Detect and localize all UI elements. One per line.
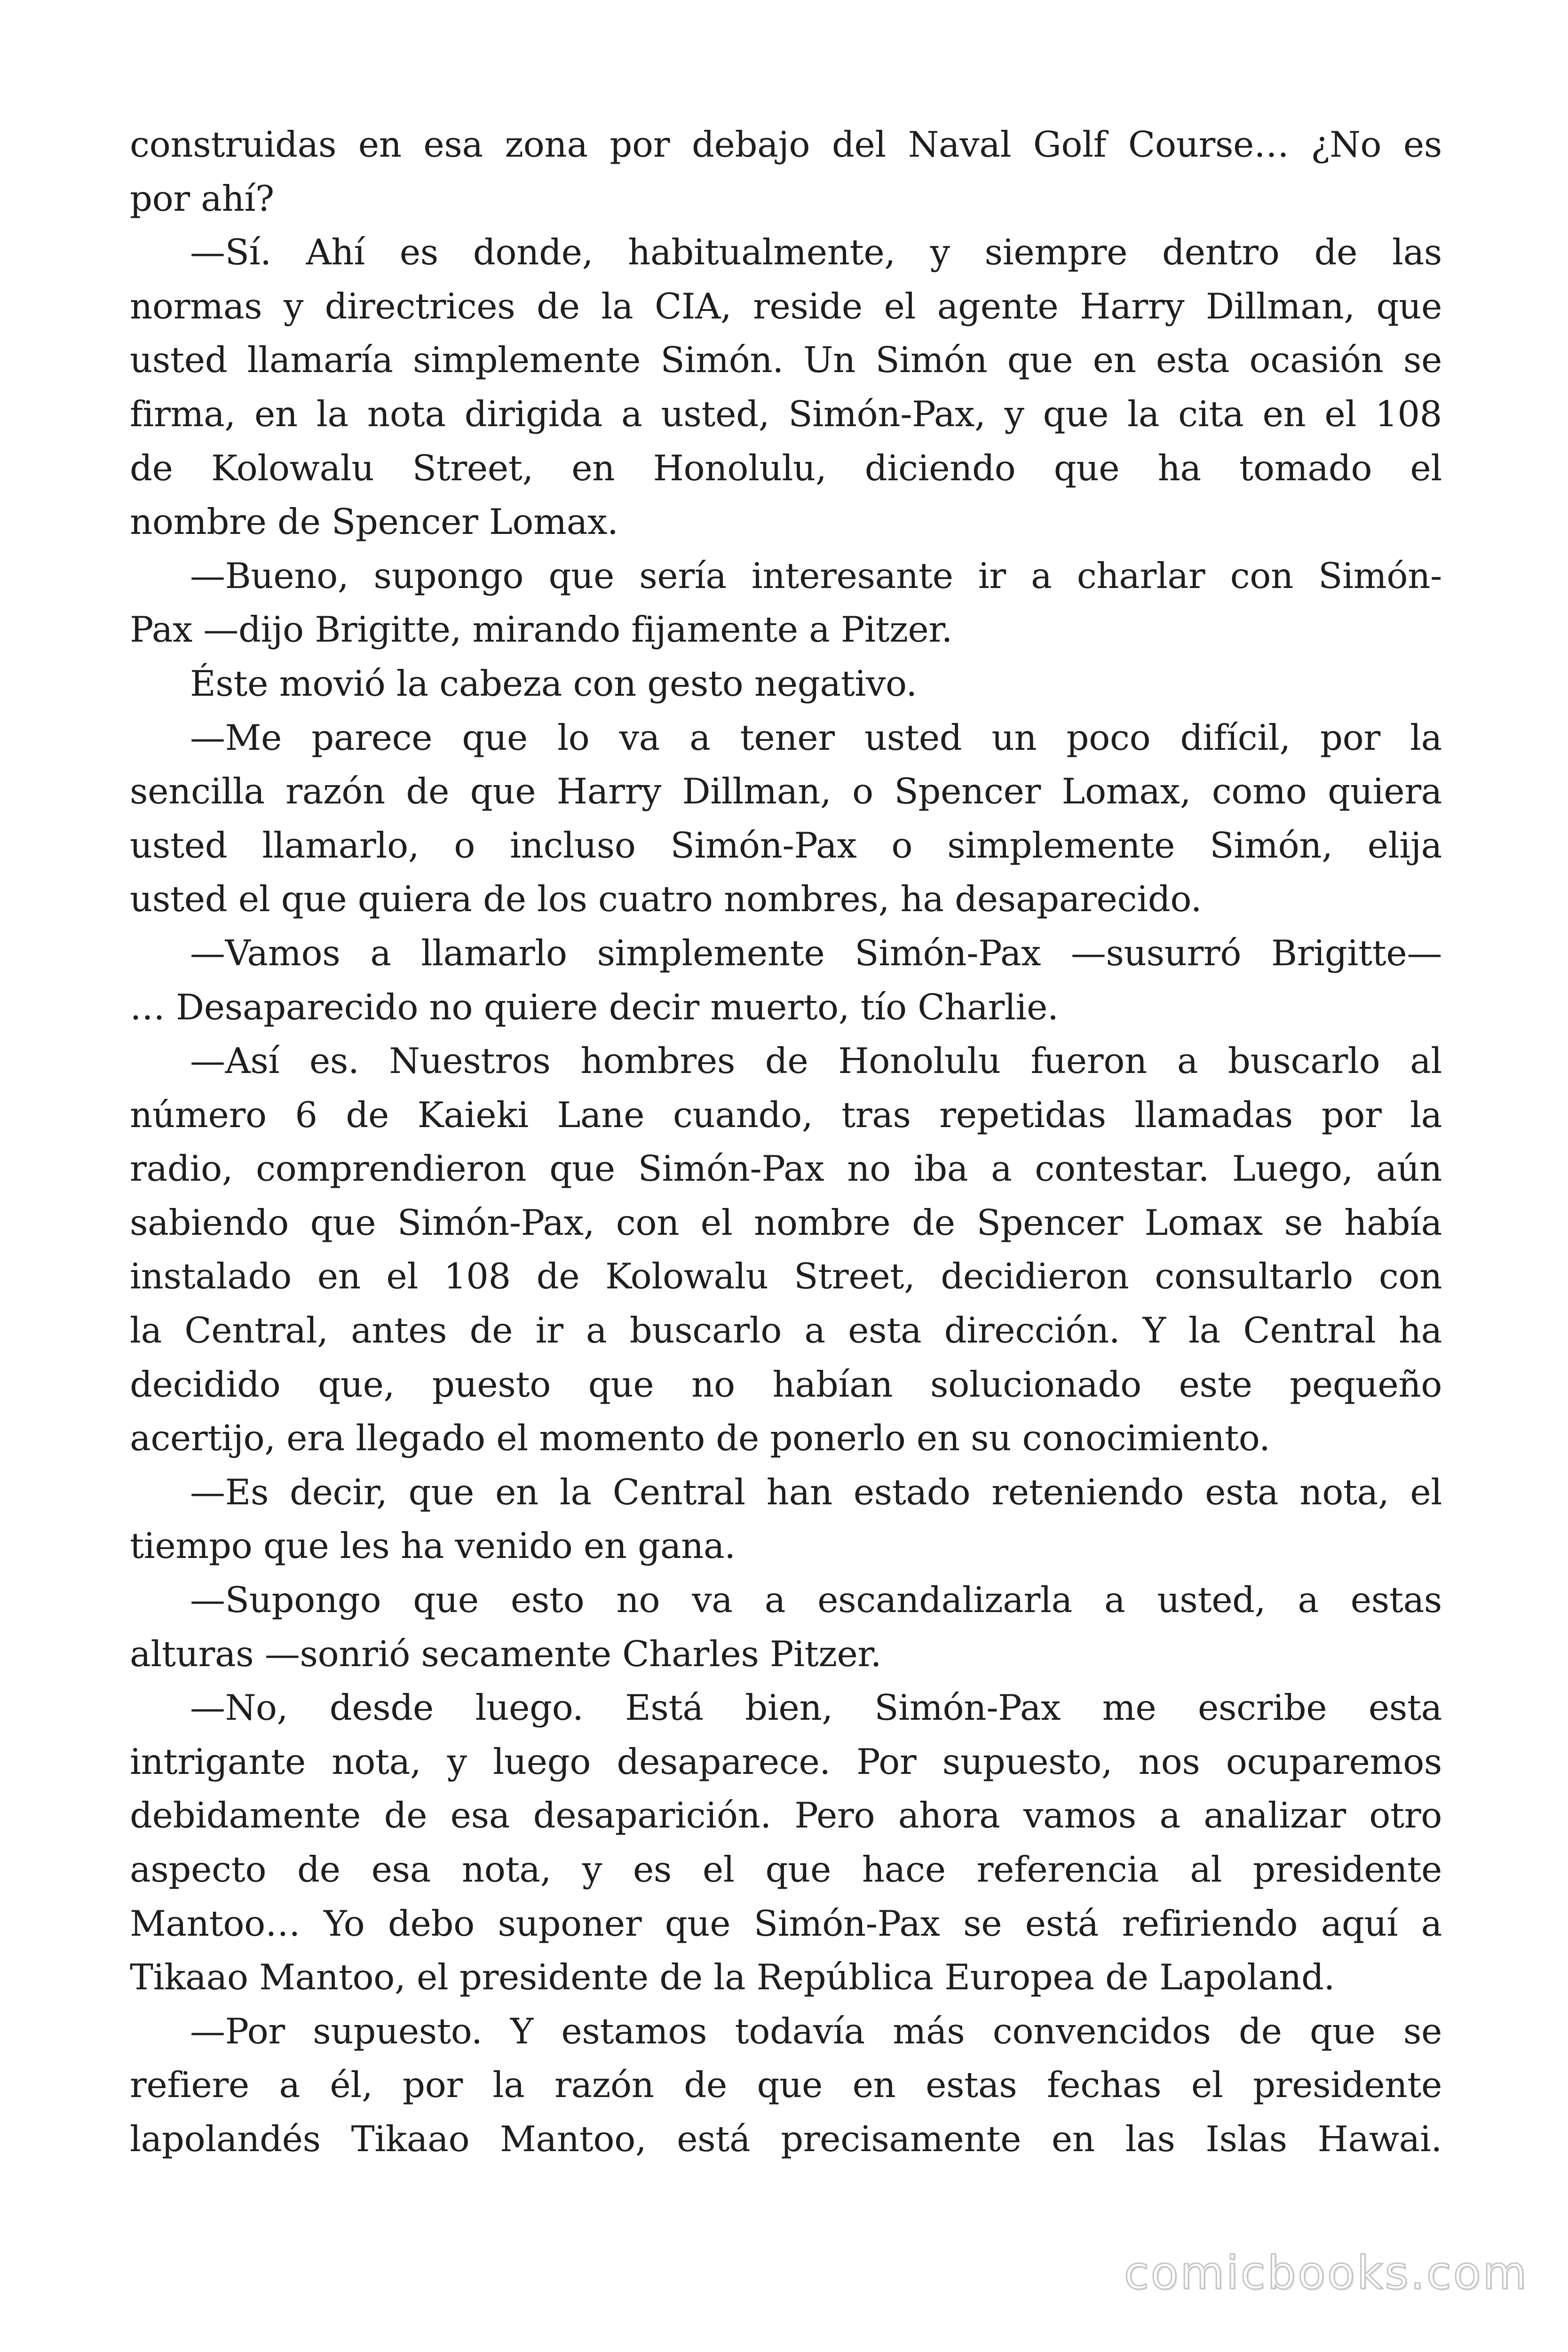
text-line: refiere a él, por la razón de que en estas fechas el presidente	[130, 2064, 1442, 2106]
text-line: —Así es. Nuestros hombres de Honolulu fueron a buscarlo al	[190, 1040, 1442, 1082]
text-line: —Sí. Ahí es donde, habitualmente, y siempre dentro de las	[190, 231, 1442, 273]
watermark: comicbooks.com	[1124, 2247, 1528, 2299]
text-line: usted llamaría simplemente Simón. Un Simón que en esta ocasión se	[130, 339, 1442, 381]
text-line: firma, en la nota dirigida a usted, Simón-Pax, y que la cita en el 108	[130, 393, 1442, 435]
text-line: decidido que, puesto que no habían solucionado este pequeño	[130, 1363, 1442, 1405]
text-line: tiempo que les ha venido en gana.	[130, 1525, 736, 1567]
text-line: alturas —sonrió secamente Charles Pitzer.	[130, 1633, 882, 1675]
text-line: instalado en el 108 de Kolowalu Street, decidieron consultarlo con	[130, 1255, 1442, 1297]
text-line: Tikaao Mantoo, el presidente de la República Europea de Lapoland.	[130, 1956, 1335, 1998]
text-line: número 6 de Kaieki Lane cuando, tras repetidas llamadas por la	[130, 1094, 1442, 1136]
text-line: acertijo, era llegado el momento de ponerlo en su conocimiento.	[130, 1417, 1270, 1459]
page-text	[130, 118, 1442, 2166]
text-line: Éste movió la cabeza con gesto negativo.	[190, 662, 917, 704]
text-line: —No, desde luego. Está bien, Simón-Pax me escribe esta	[190, 1687, 1442, 1729]
text-line: —Bueno, supongo que sería interesante ir a charlar con Simón-	[190, 555, 1442, 596]
text-line: construidas en esa zona por debajo del Naval Golf Course… ¿No es	[130, 124, 1442, 165]
text-line: —Me parece que lo va a tener usted un poco difícil, por la	[190, 716, 1442, 758]
text-line: normas y directrices de la CIA, reside el agente Harry Dillman, que	[130, 285, 1442, 327]
text-line: —Vamos a llamarlo simplemente Simón-Pax —susurró Brigitte—	[190, 932, 1442, 974]
text-line: … Desaparecido no quiere decir muerto, tío Charlie.	[130, 986, 1059, 1028]
text-line: usted el que quiera de los cuatro nombres, ha desaparecido.	[130, 878, 1202, 920]
text-line: sencilla razón de que Harry Dillman, o Spencer Lomax, como quiera	[130, 771, 1442, 812]
text-line: la Central, antes de ir a buscarlo a esta dirección. Y la Central ha	[130, 1310, 1442, 1351]
text-line: —Por supuesto. Y estamos todavía más convencidos de que se	[190, 2010, 1442, 2052]
text-line: lapolandés Tikaao Mantoo, está precisamente en las Islas Hawai.	[130, 2118, 1442, 2160]
text-line: —Es decir, que en la Central han estado reteniendo esta nota, el	[190, 1471, 1442, 1513]
text-line: usted llamarlo, o incluso Simón-Pax o simplemente Simón, elija	[130, 824, 1442, 866]
text-line: Pax —dijo Brigitte, mirando fijamente a Pitzer.	[130, 609, 953, 651]
text-line: por ahí?	[130, 177, 274, 219]
text-line: debidamente de esa desaparición. Pero ahora vamos a analizar otro	[130, 1795, 1442, 1836]
text-line: nombre de Spencer Lomax.	[130, 501, 618, 543]
text-line: aspecto de esa nota, y es el que hace referencia al presidente	[130, 1849, 1442, 1890]
text-line: de Kolowalu Street, en Honolulu, diciendo que ha tomado el	[130, 447, 1442, 489]
text-line: Mantoo… Yo debo suponer que Simón-Pax se está refiriendo aquí a	[130, 1902, 1442, 1944]
text-line: radio, comprendieron que Simón-Pax no iba a contestar. Luego, aún	[130, 1148, 1442, 1190]
text-line: —Supongo que esto no va a escandalizarla a usted, a estas	[190, 1579, 1442, 1621]
text-line: sabiendo que Simón-Pax, con el nombre de Spencer Lomax se había	[130, 1201, 1442, 1243]
text-line: intrigante nota, y luego desaparece. Por supuesto, nos ocuparemos	[130, 1740, 1442, 1782]
